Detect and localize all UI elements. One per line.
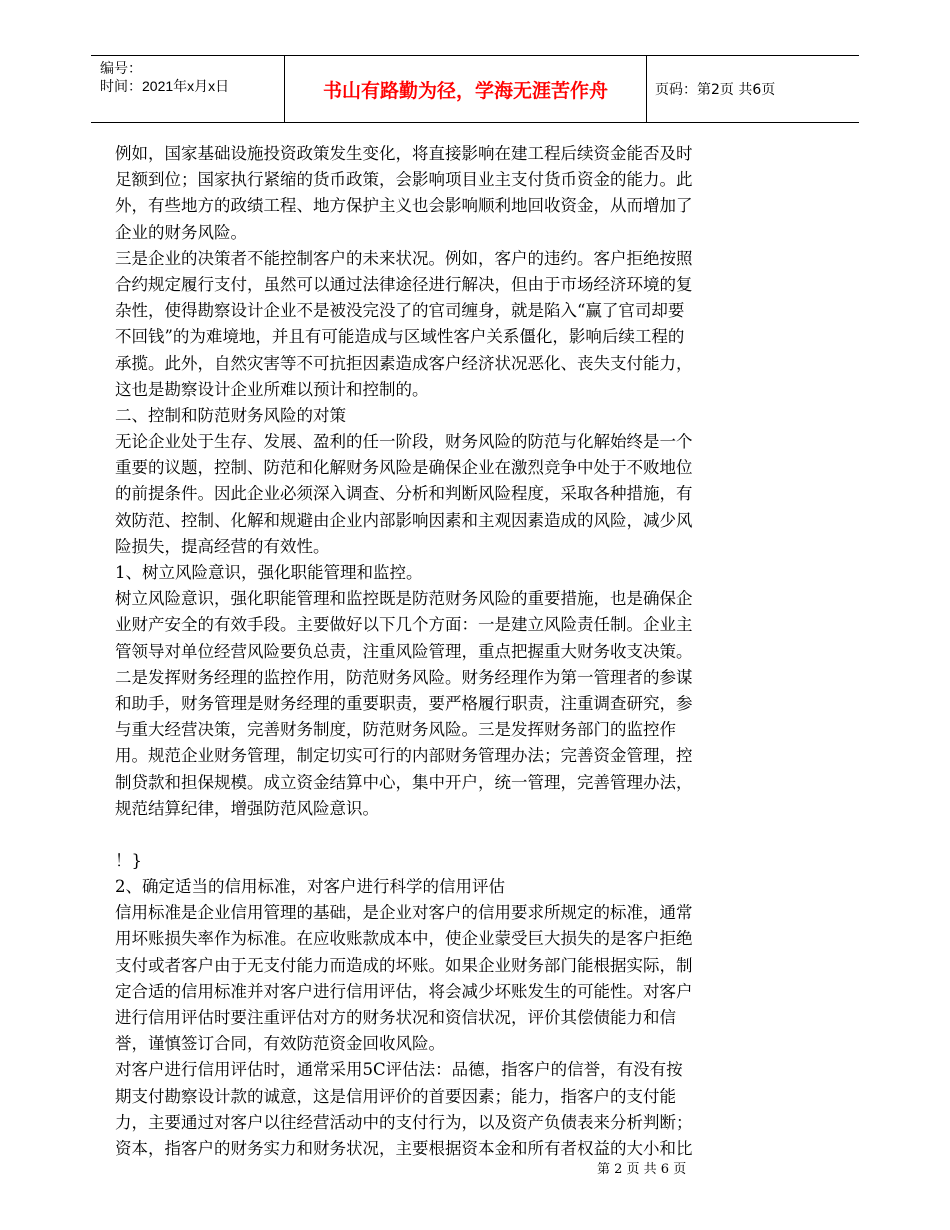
subsection-heading: 1、树立风险意识，强化职能管理和监控。 — [115, 563, 423, 582]
header-page-cell — [646, 56, 859, 122]
text-line: 效防范、控制、化解和规避由企业内部影响因素和主观因素造成的风险，减少风 — [115, 510, 693, 530]
text-line: 二是发挥财务经理的监控作用，防范财务风险。财务经理作为第一管理者的参谋 — [115, 667, 693, 687]
text-line: 用。规范企业财务管理，制定切实可行的内部财务管理办法；完善资金管理，控 — [115, 746, 693, 766]
text-line: 无论企业处于生存、发展、盈利的任一阶段，财务风险的防范与化解始终是一个 — [115, 432, 693, 452]
page-header — [91, 55, 859, 123]
document-body — [115, 141, 775, 1162]
text-line: 和助手，财务管理是财务经理的重要职责，要严格履行职责，注重调查研究，参 — [115, 693, 693, 713]
text-line: 不回钱”的为难境地，并且有可能造成与区域性客户关系僵化，影响后续工程的 — [115, 327, 685, 347]
text-line: 信用标准是企业信用管理的基础，是企业对客户的信用要求所规定的标准，通常 — [115, 903, 693, 923]
motto-text: 书山有路勤为径，学海无涯苦作舟 — [322, 79, 608, 102]
text-line: 例如，国家基础设施投资政策发生变化，将直接影响在建工程后续资金能否及时 — [115, 144, 693, 163]
text-line: 外，有些地方的政绩工程、地方保护主义也会影响顺利地回收资金，从而增加了 — [115, 196, 693, 216]
blank-line — [115, 822, 775, 848]
text-line: 管领导对单位经营风险要负总责，注重风险管理，重点把握重大财务收支决策。 — [115, 641, 693, 661]
text-line: 险损失，提高经营的有效性。 — [115, 536, 330, 556]
text-line: 规范结算纪律，增强防范风险意识。 — [115, 798, 379, 818]
time-label: 时间：2021年x月x日 — [100, 78, 230, 94]
text-line: 这也是勘察设计企业所难以预计和控制的。 — [115, 379, 429, 399]
text-line: 制贷款和担保规模。成立资金结算中心，集中开户，统一管理，完善管理办法， — [115, 772, 693, 792]
text-line: 期支付勘察设计款的诚意，这是信用评价的首要因素；能力，指客户的支付能 — [115, 1086, 676, 1106]
text-line: 三是企业的决策者不能控制客户的未来状况。例如，客户的违约。客户拒绝按照 — [115, 248, 693, 268]
text-line: 誉，谨慎签订合同，有效防范资金回收风险。 — [115, 1034, 445, 1054]
text-line: ！} — [115, 850, 142, 870]
header-left-cell — [91, 56, 284, 122]
section-heading: 二、控制和防范财务风险的对策 — [115, 405, 346, 425]
subsection-heading: 2、确定适当的信用标准，对客户进行科学的信用评估 — [115, 877, 505, 897]
text-line: 与重大经营决策，完善财务制度，防范财务风险。三是发挥财务部门的监控作 — [115, 720, 676, 740]
text-line: 用坏账损失率作为标准。在应收账款成本中，使企业蒙受巨大损失的是客户拒绝 — [115, 929, 693, 949]
text-line: 承揽。此外，自然灾害等不可抗拒因素造成客户经济状况恶化、丧失支付能力， — [115, 353, 693, 373]
text-line: 企业的财务风险。 — [115, 222, 247, 242]
text-line: 力，主要通过对客户以往经营活动中的支付行为，以及资产负债表来分析判断； — [115, 1112, 693, 1132]
text-line: 支付或者客户由于无支付能力而造成的坏账。如果企业财务部门能根据实际，制 — [115, 955, 693, 975]
page-footer: 第 2 页 共 6 页 — [597, 1162, 687, 1177]
text-line: 的前提条件。因此企业必须深入调查、分析和判断风险程度，采取各种措施，有 — [115, 484, 693, 504]
text-line: 杂性，使得勘察设计企业不是被没完没了的官司缠身，就是陷入“赢了官司却要 — [115, 301, 685, 321]
header-motto-cell — [284, 56, 647, 122]
text-line: 重要的议题，控制、防范和化解财务风险是确保企业在激烈竞争中处于不败地位 — [115, 458, 693, 478]
text-line: 定合适的信用标准并对客户进行信用评估，将会减少坏账发生的可能性。对客户 — [115, 981, 693, 1001]
text-line: 对客户进行信用评估时，通常采用5C评估法：品德，指客户的信誉，有没有按 — [115, 1060, 683, 1080]
text-line: 资本，指客户的财务实力和财务状况，主要根据资本金和所有者权益的大小和比 — [115, 1138, 693, 1158]
text-line: 足额到位；国家执行紧缩的货币政策，会影响项目业主支付货币资金的能力。此 — [115, 170, 693, 190]
text-line: 进行信用评估时要注重评估对方的财务状况和资信状况，评价其偿债能力和信 — [115, 1008, 676, 1027]
text-line: 树立风险意识，强化职能管理和监控既是防范财务风险的重要措施，也是确保企 — [115, 589, 693, 609]
page-info: 页码：第2页 共6页 — [655, 82, 776, 98]
serial-label: 编号： — [100, 60, 142, 76]
text-line: 合约规定履行支付，虽然可以通过法律途径进行解决，但由于市场经济环境的复 — [115, 274, 693, 294]
text-line: 业财产安全的有效手段。主要做好以下几个方面：一是建立风险责任制。企业主 — [115, 615, 693, 635]
